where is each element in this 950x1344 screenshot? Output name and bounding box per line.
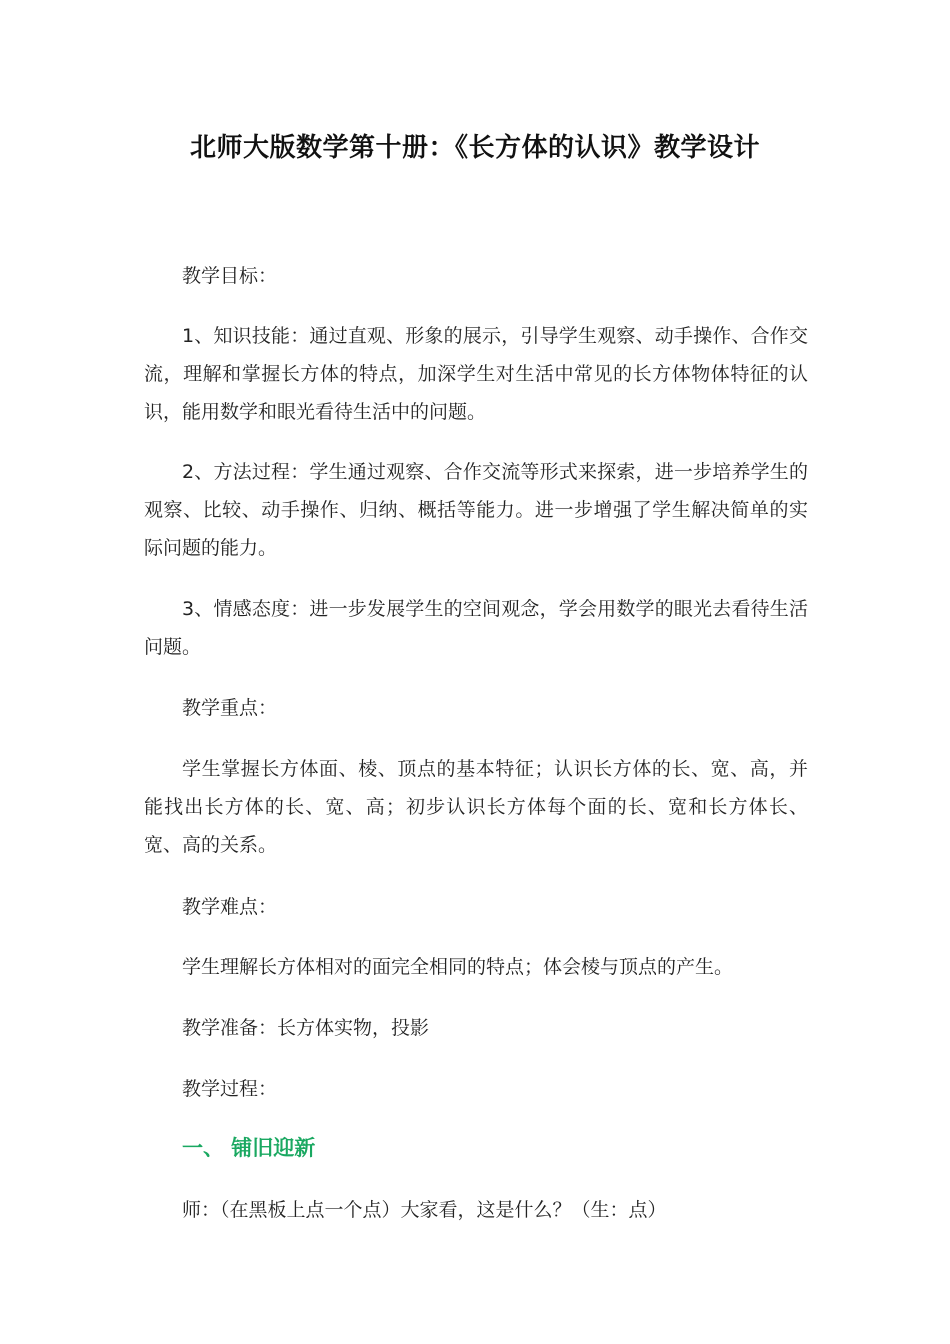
- paragraph-goal-3: 3、情感态度：进一步发展学生的空间观念，学会用数学的眼光去看待生活问题。: [144, 598, 808, 658]
- paragraph-process-label: 教学过程：: [182, 1078, 278, 1100]
- document-title: 北师大版数学第十册：《长方体的认识》教学设计: [189, 133, 760, 163]
- paragraph-key-label: 教学重点：: [182, 697, 278, 719]
- paragraph-goal-2: 2、方法过程：学生通过观察、合作交流等形式来探索，进一步培养学生的观察、比较、动手操作、归纳、概括等能力。进一步增强了学生解决简单的实际问题的能力。: [144, 461, 808, 559]
- paragraph-dialogue-1: 师：（在黑板上点一个点）大家看，这是什么？（生：点）: [182, 1199, 667, 1221]
- paragraph-difficulty-label: 教学难点：: [182, 896, 278, 918]
- paragraph-goal-label: 教学目标：: [182, 265, 278, 287]
- paragraph-difficulty-text: 学生理解长方体相对的面完全相同的特点；体会棱与顶点的产生。: [182, 956, 734, 978]
- section-heading-1: 一、 铺旧迎新: [182, 1136, 316, 1160]
- paragraph-goal-1: 1、知识技能：通过直观、形象的展示，引导学生观察、动手操作、合作交流，理解和掌握长方体的特点，加深学生对生活中常见的长方体物体特征的认识，能用数学和眼光看待生活中的问题。: [144, 325, 808, 423]
- paragraph-key-text: 学生掌握长方体面、棱、顶点的基本特征；认识长方体的长、宽、高，并能找出长方体的长、宽、高；初步认识长方体每个面的长、宽和长方体长、宽、高的关系。: [144, 758, 808, 856]
- paragraph-preparation: 教学准备：长方体实物，投影: [182, 1017, 430, 1039]
